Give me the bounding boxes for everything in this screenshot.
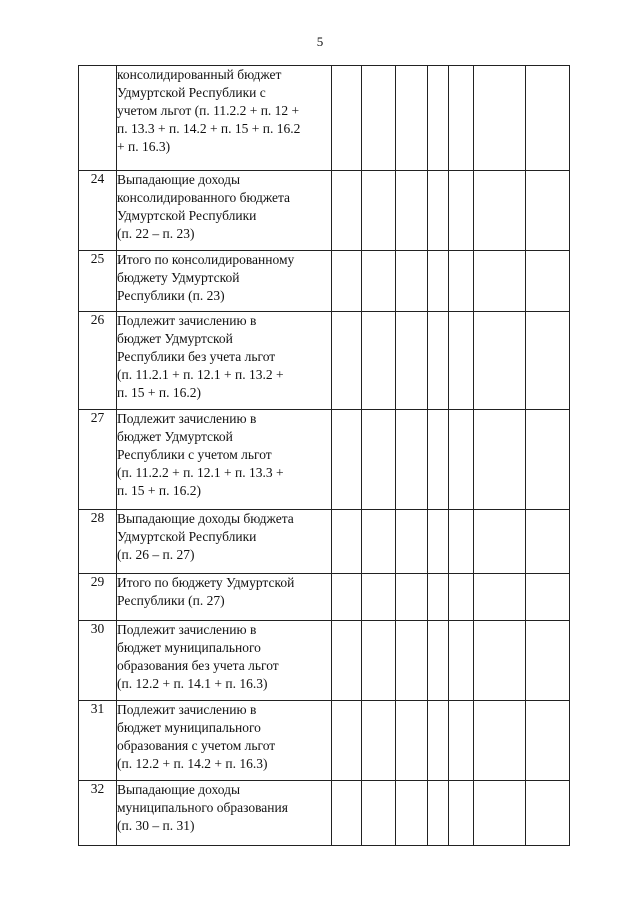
description-line: консолидированного бюджета <box>117 190 291 205</box>
row-number: 32 <box>79 781 117 846</box>
row-number: 29 <box>79 574 117 621</box>
value-cell <box>396 781 428 846</box>
table-row <box>79 574 570 621</box>
value-cell <box>362 574 396 621</box>
table-row <box>79 66 570 171</box>
value-cell <box>449 312 474 410</box>
value-cell <box>526 621 570 701</box>
row-number: 25 <box>79 251 117 312</box>
value-cell <box>428 510 449 574</box>
value-cell <box>449 621 474 701</box>
row-description <box>117 701 332 781</box>
description-line: Выпадающие доходы <box>117 782 241 797</box>
value-cell <box>526 410 570 510</box>
description-line: Удмуртской Республики <box>117 208 257 223</box>
value-cell <box>362 701 396 781</box>
description-line: Подлежит зачислению в <box>117 622 257 637</box>
value-cell <box>332 251 362 312</box>
value-cell <box>396 701 428 781</box>
row-number <box>79 66 117 171</box>
table-body <box>79 66 570 846</box>
description-line: (п. 30 – п. 31) <box>117 818 195 833</box>
row-description <box>117 510 332 574</box>
value-cell <box>332 621 362 701</box>
value-cell <box>474 66 526 171</box>
description-line: (п. 11.2.2 + п. 12.1 + п. 13.3 + <box>117 465 284 480</box>
row-description <box>117 410 332 510</box>
description-line: Подлежит зачислению в <box>117 411 257 426</box>
table-row <box>79 510 570 574</box>
value-cell <box>332 312 362 410</box>
value-cell <box>396 621 428 701</box>
value-cell <box>449 410 474 510</box>
page-number: 5 <box>316 34 324 49</box>
row-description <box>117 312 332 410</box>
value-cell <box>526 66 570 171</box>
value-cell <box>332 66 362 171</box>
value-cell <box>362 66 396 171</box>
description-line: Итого по бюджету Удмуртской <box>117 575 295 590</box>
value-cell <box>332 510 362 574</box>
description-line: п. 15 + п. 16.2) <box>117 483 201 498</box>
value-cell <box>396 510 428 574</box>
value-cell <box>428 171 449 251</box>
value-cell <box>428 574 449 621</box>
value-cell <box>449 251 474 312</box>
description-line: бюджету Удмуртской <box>117 270 240 285</box>
description-line: + п. 16.3) <box>117 139 171 154</box>
row-description <box>117 781 332 846</box>
description-line: Итого по консолидированному <box>117 252 295 267</box>
value-cell <box>362 410 396 510</box>
table-row <box>79 312 570 410</box>
description-line: муниципального образования <box>117 800 288 815</box>
value-cell <box>474 312 526 410</box>
value-cell <box>428 621 449 701</box>
description-line: образования без учета льгот <box>117 658 279 673</box>
description-line: бюджет Удмуртской <box>117 331 233 346</box>
table-row <box>79 621 570 701</box>
description-line: Подлежит зачислению в <box>117 313 257 328</box>
value-cell <box>396 66 428 171</box>
value-cell <box>332 171 362 251</box>
description-line: бюджет Удмуртской <box>117 429 233 444</box>
row-description <box>117 621 332 701</box>
value-cell <box>449 781 474 846</box>
value-cell <box>332 574 362 621</box>
value-cell <box>396 312 428 410</box>
row-number: 31 <box>79 701 117 781</box>
value-cell <box>474 410 526 510</box>
value-cell <box>449 510 474 574</box>
row-description <box>117 66 332 171</box>
table-row <box>79 410 570 510</box>
value-cell <box>396 251 428 312</box>
budget-table <box>78 65 570 846</box>
description-line: образования с учетом льгот <box>117 738 276 753</box>
value-cell <box>449 574 474 621</box>
value-cell <box>396 410 428 510</box>
description-line: Удмуртской Республики с <box>117 85 266 100</box>
description-line: бюджет муниципального <box>117 640 261 655</box>
value-cell <box>526 171 570 251</box>
description-line: Выпадающие доходы <box>117 172 241 187</box>
value-cell <box>474 621 526 701</box>
value-cell <box>332 410 362 510</box>
description-line: Удмуртской Республики <box>117 529 257 544</box>
value-cell <box>428 701 449 781</box>
value-cell <box>362 251 396 312</box>
description-line: (п. 26 – п. 27) <box>117 547 195 562</box>
value-cell <box>428 251 449 312</box>
description-line: (п. 12.2 + п. 14.1 + п. 16.3) <box>117 676 268 691</box>
value-cell <box>449 171 474 251</box>
row-number: 30 <box>79 621 117 701</box>
value-cell <box>526 781 570 846</box>
description-line: (п. 11.2.1 + п. 12.1 + п. 13.2 + <box>117 367 284 382</box>
value-cell <box>449 701 474 781</box>
table-row <box>79 781 570 846</box>
description-line: Подлежит зачислению в <box>117 702 257 717</box>
value-cell <box>474 781 526 846</box>
value-cell <box>474 171 526 251</box>
value-cell <box>362 171 396 251</box>
value-cell <box>428 781 449 846</box>
description-line: (п. 12.2 + п. 14.2 + п. 16.3) <box>117 756 268 771</box>
value-cell <box>474 251 526 312</box>
row-number: 26 <box>79 312 117 410</box>
description-line: Республики (п. 23) <box>117 288 225 303</box>
value-cell <box>428 66 449 171</box>
table-row <box>79 701 570 781</box>
description-line: Республики с учетом льгот <box>117 447 272 462</box>
value-cell <box>332 781 362 846</box>
value-cell <box>396 574 428 621</box>
row-number: 27 <box>79 410 117 510</box>
value-cell <box>526 701 570 781</box>
value-cell <box>396 171 428 251</box>
description-line: консолидированный бюджет <box>117 67 282 82</box>
description-line: Республики (п. 27) <box>117 593 225 608</box>
description-line: учетом льгот (п. 11.2.2 + п. 12 + <box>117 103 300 118</box>
value-cell <box>474 701 526 781</box>
description-line: Выпадающие доходы бюджета <box>117 511 294 526</box>
value-cell <box>428 312 449 410</box>
description-line: (п. 22 – п. 23) <box>117 226 195 241</box>
description-line: п. 13.3 + п. 14.2 + п. 15 + п. 16.2 <box>117 121 301 136</box>
description-line: Республики без учета льгот <box>117 349 276 364</box>
value-cell <box>362 621 396 701</box>
description-line: п. 15 + п. 16.2) <box>117 385 201 400</box>
row-description <box>117 574 332 621</box>
value-cell <box>362 510 396 574</box>
value-cell <box>474 574 526 621</box>
table-row <box>79 251 570 312</box>
row-description <box>117 171 332 251</box>
value-cell <box>362 781 396 846</box>
value-cell <box>526 251 570 312</box>
value-cell <box>526 510 570 574</box>
value-cell <box>526 574 570 621</box>
row-number: 24 <box>79 171 117 251</box>
value-cell <box>332 701 362 781</box>
value-cell <box>474 510 526 574</box>
description-line: бюджет муниципального <box>117 720 261 735</box>
value-cell <box>362 312 396 410</box>
table-row <box>79 171 570 251</box>
row-number: 28 <box>79 510 117 574</box>
value-cell <box>526 312 570 410</box>
value-cell <box>449 66 474 171</box>
value-cell <box>428 410 449 510</box>
row-description <box>117 251 332 312</box>
